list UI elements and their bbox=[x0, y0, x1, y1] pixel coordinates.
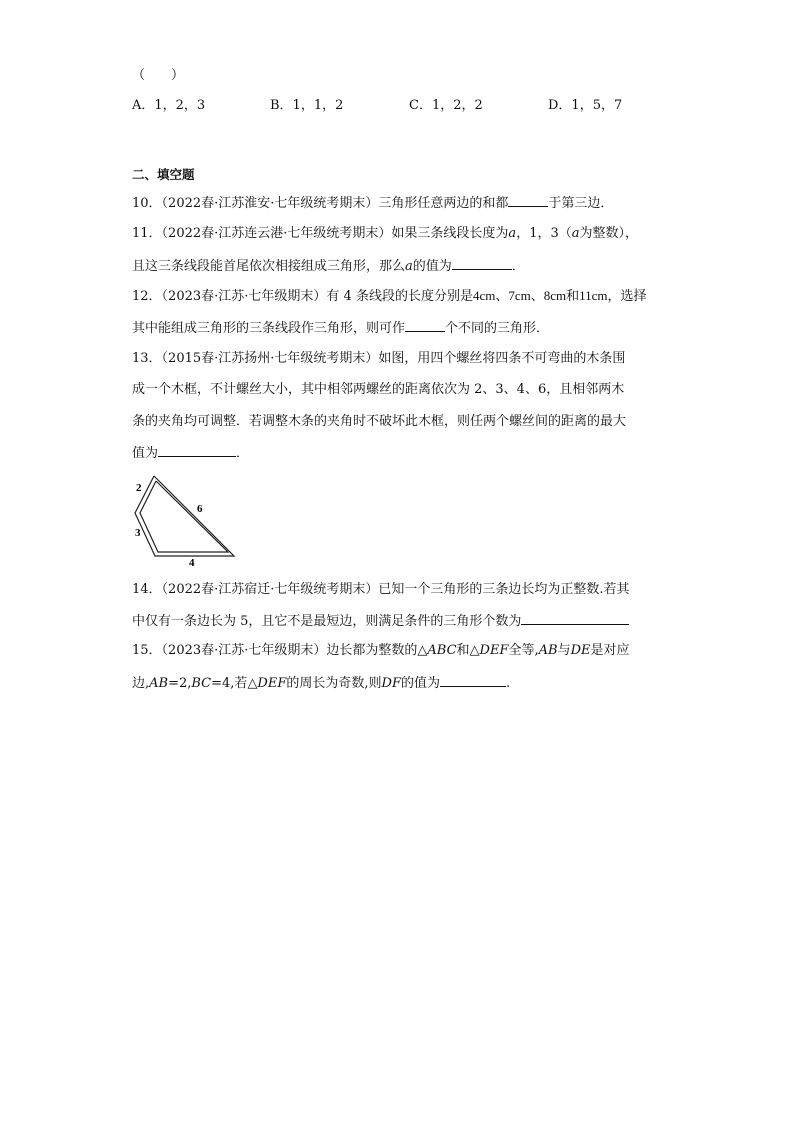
q15-text-b: 全等, bbox=[508, 643, 539, 658]
q11-source: （2022春·江苏连云港·七年级统考期末） bbox=[161, 226, 392, 241]
wooden-frame-figure bbox=[130, 474, 245, 566]
q15-text-g: =4,若 bbox=[211, 676, 248, 691]
question-14-line2 bbox=[132, 610, 629, 632]
q9-paren: （ ） bbox=[132, 68, 185, 83]
section-title: 二、填空题 bbox=[132, 167, 195, 182]
segment-df: DF bbox=[381, 676, 401, 691]
label-side-2: 2 bbox=[136, 482, 142, 494]
q15-text-h: 的周长为奇数,则 bbox=[286, 676, 382, 691]
q12-text-2: 其中能组成三角形的三条线段作三角形，则可作 bbox=[132, 321, 406, 336]
option-c: C．1，2，2 bbox=[409, 98, 483, 113]
q11-text-3: 的值为 bbox=[412, 259, 452, 274]
question-15-line2 bbox=[132, 672, 510, 694]
q10-text: 三角形任意两边的和都 bbox=[378, 196, 509, 211]
q15-text-i: 的值为 bbox=[400, 676, 440, 691]
q14-blank[interactable] bbox=[521, 610, 629, 625]
q15-text-c: 与 bbox=[557, 643, 571, 658]
segment-ab: AB bbox=[538, 643, 558, 658]
var-a: a bbox=[405, 259, 413, 274]
q12-number: 12． bbox=[132, 289, 162, 304]
q12-text-end: ，选择 bbox=[607, 289, 647, 304]
q13-period: ． bbox=[236, 446, 250, 461]
q11-number: 11． bbox=[132, 226, 162, 241]
q10-blank[interactable] bbox=[508, 192, 548, 207]
var-a: a bbox=[508, 226, 517, 241]
q11-text-end: 为整数）， bbox=[579, 226, 639, 241]
q13-blank[interactable] bbox=[158, 442, 236, 457]
q15-text-f: =2, bbox=[168, 676, 192, 691]
segment-ab: AB bbox=[149, 676, 169, 691]
q12-source: （2023春·江苏·七年级期末） bbox=[161, 289, 327, 304]
segment-bc: BC bbox=[191, 676, 212, 691]
label-side-4: 4 bbox=[189, 557, 195, 566]
var-a: a bbox=[571, 226, 580, 241]
q11-text-2: 且这三条线段能首尾依次相接组成三角形，那么 bbox=[132, 259, 406, 274]
label-side-3: 3 bbox=[135, 527, 141, 539]
triangle-def: △DEF bbox=[247, 676, 287, 691]
question-10 bbox=[132, 192, 613, 214]
triangle-abc: △ABC bbox=[417, 643, 457, 658]
label-side-6: 6 bbox=[197, 503, 203, 515]
q10-text-end: 于第三边． bbox=[548, 196, 614, 211]
q14-text: 中仅有一条边长为 5，且它不是最短边，则满足条件的三角形个数为 bbox=[132, 614, 522, 629]
question-13-line3: 条的夹角均可调整．若调整木条的夹角时不破坏此木框，则任两个螺丝间的距离的最大 bbox=[132, 414, 627, 429]
q12-text: 有 4 条线段的长度分别是 bbox=[326, 289, 473, 304]
q12-lengths: 4cm、7cm、8cm和11cm bbox=[472, 288, 608, 303]
question-13-line1: 13．（2015春·江苏扬州·七年级统考期末）如图，用四个螺丝将四条不可弯曲的木条围 bbox=[132, 351, 626, 366]
option-d: D．1，5，7 bbox=[548, 98, 623, 113]
q10-source: （2022春·江苏淮安·七年级统考期末） bbox=[161, 196, 379, 211]
q13-text: 值为 bbox=[132, 446, 159, 461]
q15-text-e: 边, bbox=[132, 676, 150, 691]
question-11-line2 bbox=[132, 255, 525, 277]
triangle-def: △DEF bbox=[469, 643, 509, 658]
q15-text-d: 是对应 bbox=[590, 643, 630, 658]
q12-text-3: 个不同的三角形． bbox=[445, 321, 550, 336]
option-b: B．1，1，2 bbox=[270, 98, 344, 113]
q11-text-mid: ，1，3（ bbox=[516, 226, 572, 241]
option-a: A．1，2，3 bbox=[132, 98, 206, 113]
question-11-line1 bbox=[132, 224, 638, 244]
segment-de: DE bbox=[570, 643, 591, 658]
question-13-line4 bbox=[132, 442, 249, 464]
q10-number: 10． bbox=[132, 196, 162, 211]
q15-blank[interactable] bbox=[440, 672, 506, 687]
q15-text: 15．（2023春·江苏·七年级期末）边长都为整数的 bbox=[132, 643, 418, 658]
q11-text: 如果三条线段长度为 bbox=[391, 226, 509, 241]
question-15-line1 bbox=[132, 641, 630, 661]
q12-blank[interactable] bbox=[405, 317, 445, 332]
q15-period: . bbox=[505, 676, 511, 691]
question-12-line1 bbox=[132, 286, 647, 307]
q15-and: 和 bbox=[456, 643, 470, 658]
frame-inner bbox=[140, 481, 228, 552]
question-13-line2: 成一个木框，不计螺丝大小，其中相邻两螺丝的距离依次为 2、3、4、6，且相邻两木 bbox=[132, 382, 625, 397]
question-12-line2 bbox=[132, 317, 549, 339]
q11-blank[interactable] bbox=[452, 255, 512, 270]
question-14-line1: 14．（2022春·江苏宿迁·七年级统考期末）已知一个三角形的三条边长均为正整数.若其 bbox=[132, 582, 630, 597]
q11-period: ． bbox=[511, 259, 525, 274]
